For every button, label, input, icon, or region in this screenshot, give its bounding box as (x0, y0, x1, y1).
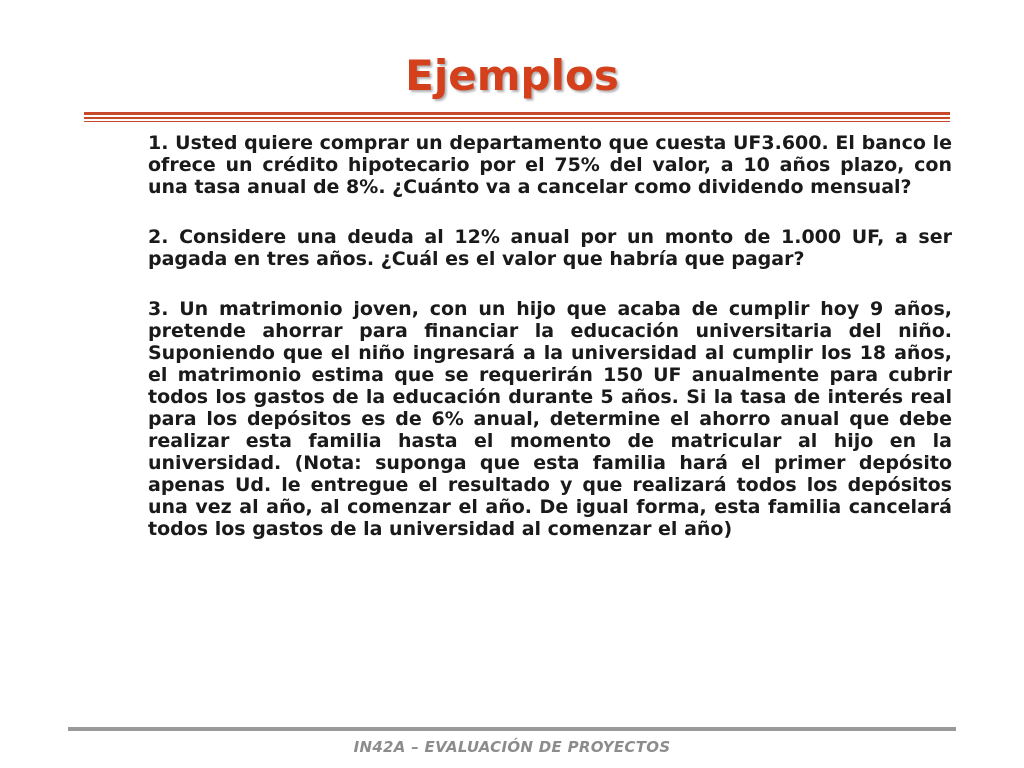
footer-course-label: IN42A – EVALUACIÓN DE PROYECTOS (353, 738, 671, 756)
footer-divider (68, 727, 956, 731)
title-underline-thin (84, 121, 950, 122)
example-paragraph-1: 1. Usted quiere comprar un departamento que cuesta UF3.600. El banco le ofrece un crédito hipotecario por el 75% del valor, a 10 años plazo, con una tasa anual de 8%. ¿Cuánto va a cancelar como dividendo mensual? (148, 132, 952, 198)
title-underline-medium (84, 117, 950, 119)
slide-content (148, 132, 952, 568)
example-paragraph-2: 2. Considere una deuda al 12% anual por un monto de 1.000 UF, a ser pagada en tres años. ¿Cuál es el valor que habría que pagar? (148, 226, 952, 270)
example-paragraph-3: 3. Un matrimonio joven, con un hijo que acaba de cumplir hoy 9 años, pretende ahorrar para financiar la educación universitaria del niño. Suponiendo que el niño ingresará a la universidad al cumplir los 18 años, el matrimonio estima que se requerirán 150 UF anualmente para cubrir todos los gastos de la educación durante 5 años. Si la tasa de interés real para los depósitos es de 6% anual, determine el ahorro anual que debe realizar esta familia hasta el momento de matricular al hijo en la universidad. (Nota: suponga que esta familia hará el primer depósito apenas Ud. le entregue el resultado y que realizará todos los depósitos una vez al año, al comenzar el año. De igual forma, esta familia cancelará todos los gastos de la universidad al comenzar el año) (148, 298, 952, 540)
title-underline-thick (84, 112, 950, 115)
slide-title: Ejemplos (405, 51, 619, 100)
